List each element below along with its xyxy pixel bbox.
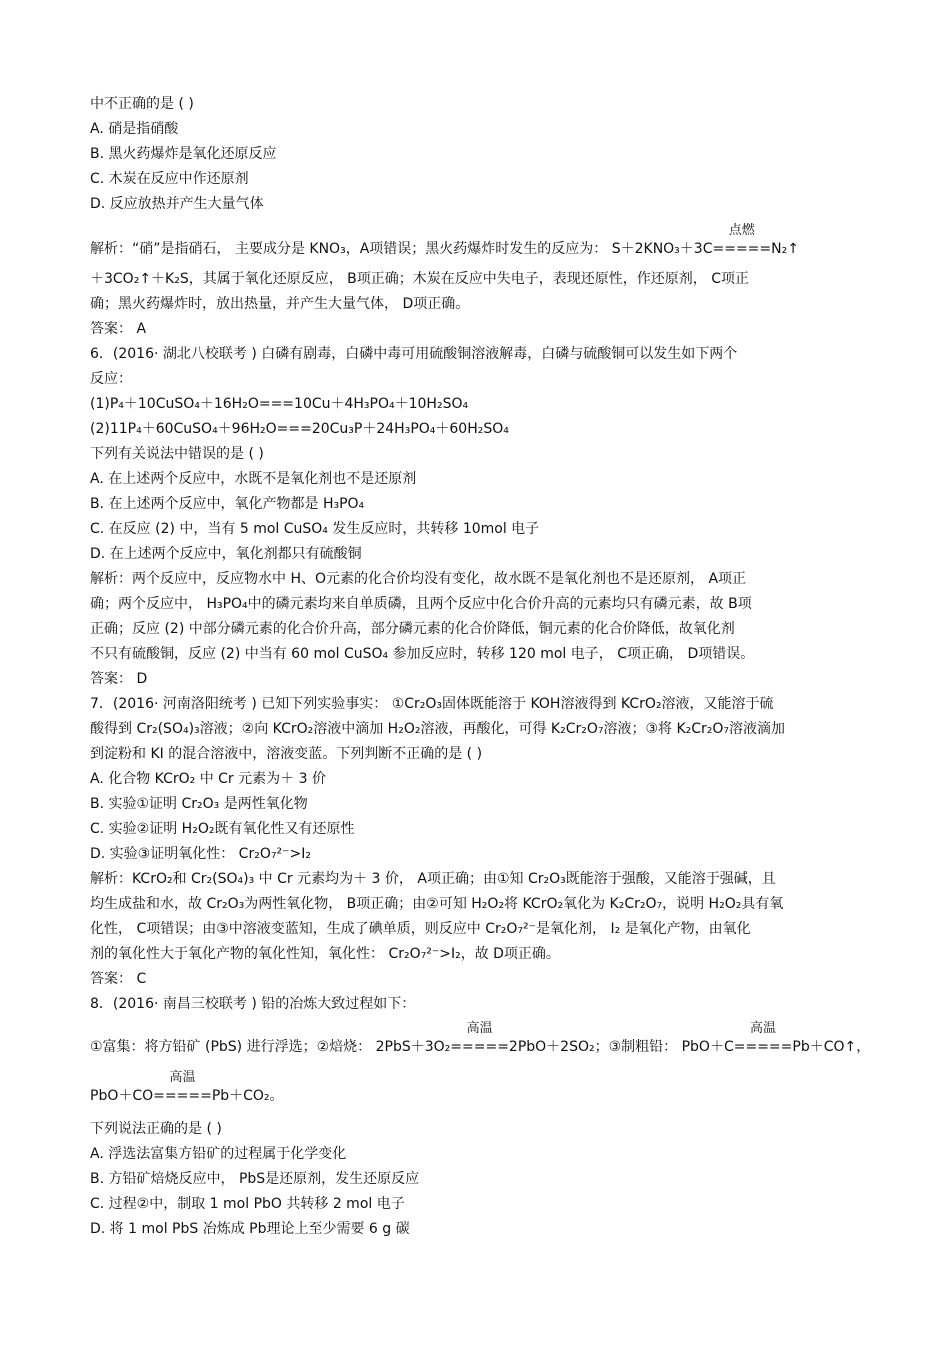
q6-equation-1: (1)P₄＋10CuSO₄＋16H₂O===10Cu＋4H₃PO₄＋10H₂SO₄ xyxy=(90,396,469,412)
q8-process-line-2 xyxy=(90,1070,865,1109)
q8-option-d: D. 将 1 mol PbS 冶炼成 Pb理论上至少需要 6 g 碳 xyxy=(90,1221,410,1237)
q7-option-b: B. 实验①证明 Cr₂O₃ 是两性氧化物 xyxy=(90,796,308,812)
q7-stem-line-1: 7．(2016· 河南洛阳统考 ) 已知下列实验事实： ①Cr₂O₃固体既能溶于 KOH溶液得到 KCrO₂溶液，又能溶于硫 xyxy=(90,696,774,712)
q8-process-text-a: ①富集：将方铅矿 (PbS) 进行浮选；②焙烧： 2PbS＋3O₂ xyxy=(90,1039,451,1055)
q8-stem: 8．(2016· 南昌三校联考 ) 铅的冶炼大致过程如下： xyxy=(90,996,416,1012)
reaction-condition-high-temp xyxy=(153,1070,212,1105)
q8-option-b: B. 方铅矿焙烧反应中， PbS是还原剂，发生还原反应 xyxy=(90,1171,420,1187)
equals-sign: ===== xyxy=(153,1088,212,1104)
q8-process-line-1 xyxy=(90,1021,871,1060)
q5-analysis-line-3: 确；黑火药爆炸时，放出热量，并产生大量气体， D项正确。 xyxy=(90,296,470,312)
condition-label: 高温 xyxy=(466,1021,493,1036)
reaction-condition-high-temp xyxy=(450,1021,509,1056)
q5-analysis-text-1: 解析：“硝”是指硝石， 主要成分是 KNO₃，A项错误；黑火药爆炸时发生的反应为： S＋2KNO₃＋3C xyxy=(90,241,713,257)
q7-analysis-line-1: 解析：KCrO₂和 Cr₂(SO₄)₃ 中 Cr 元素均为＋ 3 价， A项正确；由①知 Cr₂O₃既能溶于强酸，又能溶于强碱，且 xyxy=(90,871,776,887)
q5-option-d: D. 反应放热并产生大量气体 xyxy=(90,196,264,212)
q5-analysis-line-2: ＋3CO₂↑＋K₂S，其属于氧化还原反应， B项正确；木炭在反应中失电子，表现还原性，作还原剂， C项正 xyxy=(90,271,750,287)
q8-option-c: C. 过程②中，制取 1 mol PbO 共转移 2 mol 电子 xyxy=(90,1196,405,1212)
reaction-condition-high-temp xyxy=(733,1021,793,1056)
condition-label: 高温 xyxy=(750,1021,777,1036)
q8-question: 下列说法正确的是 ( ) xyxy=(90,1121,222,1137)
q6-option-d: D. 在上述两个反应中，氧化剂都只有硫酸铜 xyxy=(90,546,362,562)
q7-stem-line-2: 酸得到 Cr₂(SO₄)₃溶液；②向 KCrO₂溶液中滴加 H₂O₂溶液，再酸化，可得 K₂Cr₂O₇溶液；③将 K₂Cr₂O₇溶液滴加 xyxy=(90,721,786,737)
q7-option-a: A. 化合物 KCrO₂ 中 Cr 元素为＋ 3 价 xyxy=(90,771,326,787)
q6-stem-line-2: 反应： xyxy=(90,371,132,387)
condition-label: 点燃 xyxy=(728,223,755,238)
q5-option-b: B. 黑火药爆炸是氧化还原反应 xyxy=(90,146,277,162)
q6-option-a: A. 在上述两个反应中，水既不是氧化剂也不是还原剂 xyxy=(90,471,417,487)
q5-option-c: C. 木炭在反应中作还原剂 xyxy=(90,171,249,187)
q8-process-text-e: Pb＋CO₂。 xyxy=(211,1088,284,1104)
q6-option-c: C. 在反应 (2) 中，当有 5 mol CuSO₄ 发生反应时，共转移 10mol 电子 xyxy=(90,521,540,537)
q7-option-c: C. 实验②证明 H₂O₂既有氧化性又有还原性 xyxy=(90,821,355,837)
q5-answer: 答案： A xyxy=(90,321,147,337)
q6-stem-line-1: 6．(2016· 湖北八校联考 ) 白磷有剧毒，白磷中毒可用硫酸铜溶液解毒，白磷与硫酸铜可以发生如下两个 xyxy=(90,346,738,362)
q8-process-text-b: 2PbO＋2SO₂；③制粗铅： PbO＋C xyxy=(508,1039,734,1055)
q5-analysis-text-1b: N₂↑ xyxy=(771,241,799,257)
q7-stem-line-3: 到淀粉和 KI 的混合溶液中，溶液变蓝。下列判断不正确的是 ( ) xyxy=(90,746,483,762)
q8-option-a: A. 浮选法富集方铅矿的过程属于化学变化 xyxy=(90,1146,347,1162)
q6-analysis-line-2: 确；两个反应中， H₃PO₄中的磷元素均来自单质磷，且两个反应中化合价升高的元素均只有磷元素，故 B项 xyxy=(90,596,752,612)
q8-process-text-d: PbO＋CO xyxy=(90,1088,154,1104)
equals-sign: ===== xyxy=(733,1039,793,1055)
q5-stem-end: 中不正确的是 ( ) xyxy=(90,96,194,112)
q7-answer: 答案： C xyxy=(90,971,147,987)
q5-option-a: A. 硝是指硝酸 xyxy=(90,121,179,137)
equals-sign: ===== xyxy=(450,1039,509,1055)
q6-question: 下列有关说法中错误的是 ( ) xyxy=(90,446,264,462)
q7-analysis-line-4: 剂的氧化性大于氧化产物的氧化性知，氧化性： Cr₂O₇²⁻>I₂，故 D项正确。 xyxy=(90,946,560,962)
equals-sign: ===== xyxy=(712,241,772,257)
q5-analysis-line-1 xyxy=(90,223,865,262)
q6-analysis-line-1: 解析：两个反应中，反应物水中 H、O元素的化合价均没有变化，故水既不是氧化剂也不是还原剂， A项正 xyxy=(90,571,747,587)
q6-answer: 答案： D xyxy=(90,671,148,687)
q6-option-b: B. 在上述两个反应中，氧化产物都是 H₃PO₄ xyxy=(90,496,365,512)
q7-analysis-line-2: 均生成盐和水，故 Cr₂O₃为两性氧化物， B项正确；由②可知 H₂O₂将 KCrO₂氧化为 K₂Cr₂O₇，说明 H₂O₂具有氧 xyxy=(90,896,784,912)
q8-process-text-c: Pb＋CO↑， xyxy=(792,1039,871,1055)
condition-label: 高温 xyxy=(169,1070,196,1085)
q7-option-d: D. 实验③证明氧化性： Cr₂O₇²⁻>I₂ xyxy=(90,846,311,862)
q6-equation-2: (2)11P₄＋60CuSO₄＋96H₂O===20Cu₃P＋24H₃PO₄＋60H₂SO₄ xyxy=(90,421,509,437)
q6-analysis-line-4: 不只有硫酸铜，反应 (2) 中当有 60 mol CuSO₄ 参加反应时，转移 120 mol 电子， C项正确， D项错误。 xyxy=(90,646,755,662)
reaction-condition-ignite xyxy=(712,223,772,258)
q6-analysis-line-3: 正确；反应 (2) 中部分磷元素的化合价升高，部分磷元素的化合价降低，铜元素的化合价降低，故氧化剂 xyxy=(90,621,735,637)
q7-analysis-line-3: 化性， C项错误；由③中溶液变蓝知，生成了碘单质，则反应中 Cr₂O₇²⁻是氧化剂， I₂ 是氧化产物，由氧化 xyxy=(90,921,751,937)
